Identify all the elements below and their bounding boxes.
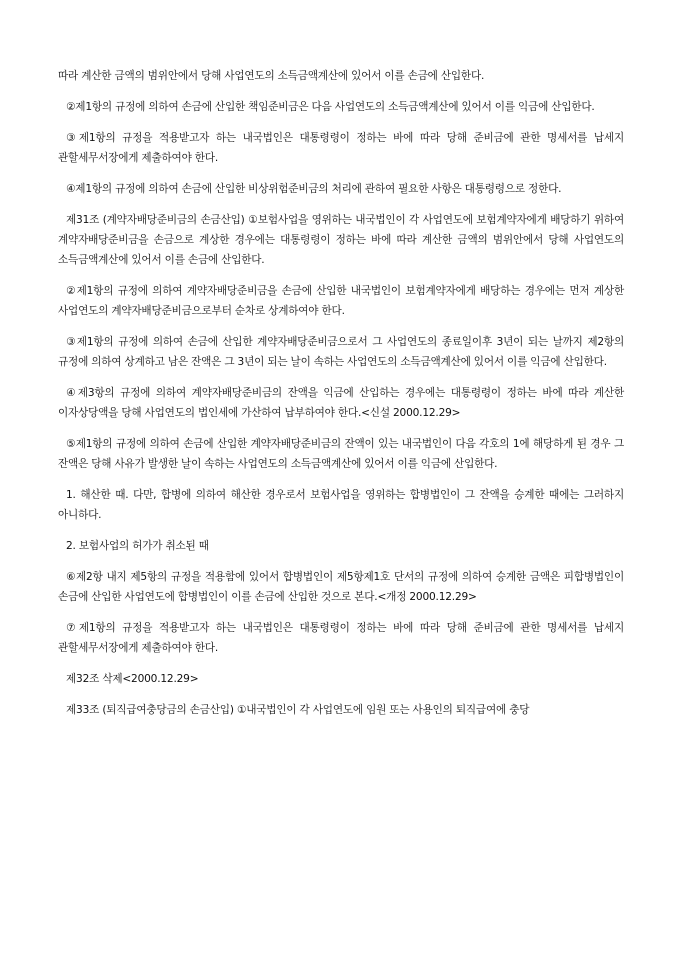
article-32-paragraph: 제32조 삭제<2000.12.29> [66,673,199,685]
paragraph: ②제1항의 규정에 의하여 손금에 산입한 책임준비금은 다음 사업연도의 소득금액계산에 있어서 이를 익금에 산입한다. [66,101,595,113]
paragraph: ③제1항의 규정을 적용받고자 하는 내국법인은 대통령령이 정하는 바에 따라 당해 준비금에 관한 명세서를 납세지 관할세무서장에게 제출하여야 한다. [58,132,624,164]
paragraph: 따라 계산한 금액의 범위안에서 당해 사업연도의 소득금액계산에 있어서 이를 손금에 산입한다. [58,70,485,82]
paragraph: ⑤제1항의 규정에 의하여 손금에 산입한 계약자배당준비금의 잔액이 있는 내국법인이 다음 각호의 1에 해당하게 된 경우 그 잔액은 당해 사유가 발생한 날이 속하는 사업연도의 소득금액계산에 있어서 이를 익금에 산입한다. [58,438,624,470]
paragraph: ③제1항의 규정에 의하여 손금에 산입한 계약자배당준비금으로서 그 사업연도의 종료일이후 3년이 되는 날까지 제2항의 규정에 의하여 상계하고 남은 잔액은 그 3년이 되는 날이 속하는 사업연도의 소득금액계산에 있어서 이를 익금에 산입한다. [58,336,624,368]
paragraph: ④제1항의 규정에 의하여 손금에 산입한 비상위험준비금의 처리에 관하여 필요한 사항은 대통령령으로 정한다. [66,183,562,195]
article-33-heading-paragraph: 제33조 (퇴직급여충당금의 손금산입) ①내국법인이 각 사업연도에 임원 또는 사용인의 퇴직급여에 충당 [66,704,530,716]
paragraph: ⑦제1항의 규정을 적용받고자 하는 내국법인은 대통령령이 정하는 바에 따라 당해 준비금에 관한 명세서를 납세지 관할세무서장에게 제출하여야 한다. [58,622,624,654]
article-31-heading-paragraph: 제31조 (계약자배당준비금의 손금산입) ①보험사업을 영위하는 내국법인이 각 사업연도에 보험계약자에게 배당하기 위하여 계약자배당준비금을 손금으로 계상한 경우에는 대통령령이 정하는 바에 따라 계산한 금액의 범위안에서 당해 사업연도의 소득금액계산에 있어서 이를 손금에 산입한다. [58,214,624,266]
paragraph: ②제1항의 규정에 의하여 계약자배당준비금을 손금에 산입한 내국법인이 보험계약자에게 배당하는 경우에는 먼저 계상한 사업연도의 계약자배당준비금으로부터 순차로 상계하여야 한다. [58,285,624,317]
list-item: 1. 해산한 때. 다만, 합병에 의하여 해산한 경우로서 보험사업을 영위하는 합병법인이 그 잔액을 승계한 때에는 그러하지 아니하다. [58,489,624,521]
list-item: 2. 보험사업의 허가가 취소된 때 [66,540,209,552]
paragraph: ⑥제2항 내지 제5항의 규정을 적용함에 있어서 합병법인이 제5항제1호 단서의 규정에 의하여 승계한 금액은 피합병법인이 손금에 산입한 사업연도에 합병법인이 이를 손금에 산입한 것으로 본다.<개정 2000.12.29> [58,571,624,603]
paragraph: ④제3항의 규정에 의하여 계약자배당준비금의 잔액을 익금에 산입하는 경우에는 대통령령이 정하는 바에 따라 계산한 이자상당액을 당해 사업연도의 법인세에 가산하여 납부하여야 한다.<신설 2000.12.29> [58,387,624,419]
document-page [58,66,624,731]
